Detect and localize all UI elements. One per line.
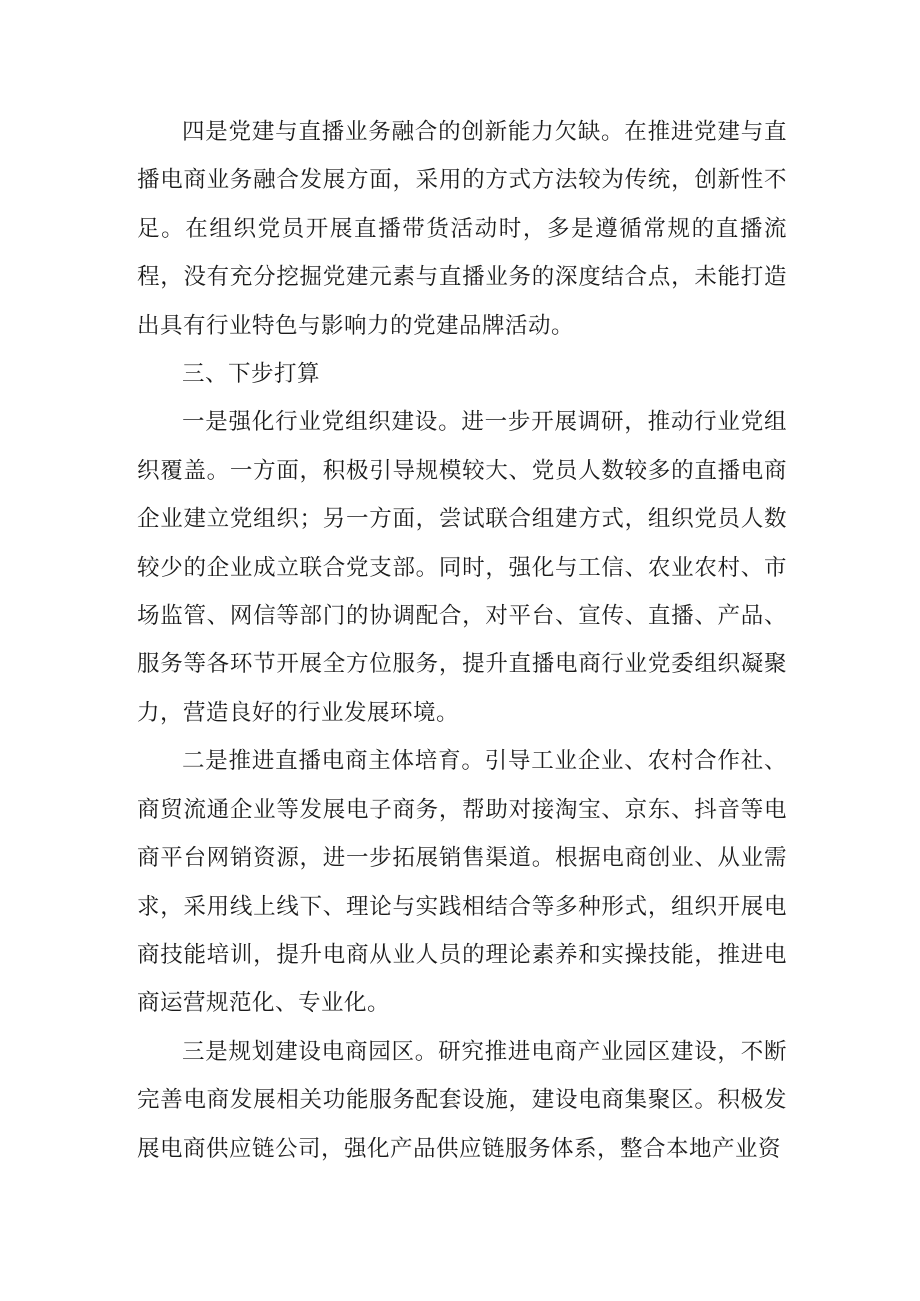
document-body — [137, 108, 787, 1173]
paragraph-ecommerce-cultivation: 二是推进直播电商主体培育。引导工业企业、农村合作社、商贸流通企业等发展电子商务，帮助对接淘宝、京东、抖音等电商平台网销资源，进一步拓展销售渠道。根据电商创业、从业需求，采用线上线下、理论与实践相结合等多种形式，组织开展电商技能培训，提升电商从业人员的理论素养和实操技能，推进电商运营规范化、专业化。 — [137, 748, 787, 1017]
paragraph-innovation-shortfall: 四是党建与直播业务融合的创新能力欠缺。在推进党建与直播电商业务融合发展方面，采用的方式方法较为传统，创新性不足。在组织党员开展直播带货活动时，多是遵循常规的直播流程，没有充分挖掘党建元素与直播业务的深度结合点，未能打造出具有行业特色与影响力的党建品牌活动。 — [137, 119, 787, 339]
paragraph-party-organization: 一是强化行业党组织建设。进一步开展调研，推动行业党组织覆盖。一方面，积极引导规模较大、党员人数较多的直播电商企业建立党组织；另一方面，尝试联合组建方式，组织党员人数较少的企业成立联合党支部。同时，强化与工信、农业农村、市场监管、网信等部门的协调配合，对平台、宣传、直播、产品、服务等各环节开展全方位服务，提升直播电商行业党委组织凝聚力，营造良好的行业发展环境。 — [137, 409, 787, 726]
paragraph-ecommerce-park: 三是规划建设电商园区。研究推进电商产业园区建设，不断完善电商发展相关功能服务配套设施，建设电商集聚区。积极发展电商供应链公司，强化产品供应链服务体系，整合本地产业资 — [137, 1038, 787, 1162]
section-heading-next-steps: 三、下步打算 — [182, 361, 321, 388]
